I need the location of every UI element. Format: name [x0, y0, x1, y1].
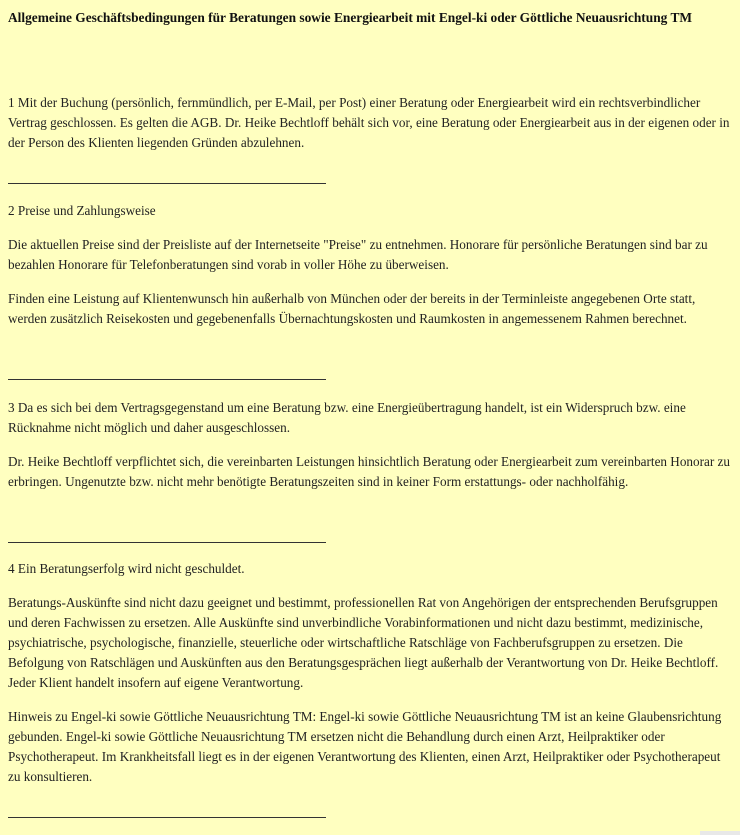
section-2-paragraph-2: Finden eine Leistung auf Klientenwunsch hin außerhalb von München oder der bereits in der Terminleiste angegebenen Orte statt, werden zusätzlich Reisekosten und gegebenenfalls Übernachtungskosten und Raumkosten in angemessenem Rahmen berechnet.: [8, 291, 696, 326]
section-1-paragraph: 1 Mit der Buchung (persönlich, fernmündlich, per E-Mail, per Post) einer Beratung oder Energiearbeit wird ein rechtsverbindlicher Vertrag geschlossen. Es gelten die AGB. Dr. Heike Bechtloff behält sich vor, eine Beratung oder Energiearbeit aus in der eigenen oder in der Person des Klienten liegenden Gründen abzulehnen.: [8, 95, 730, 150]
page-title: Allgemeine Geschäftsbedingungen für Beratungen sowie Energiearbeit mit Engel-ki oder Göttliche Neuausrichtung TM: [8, 10, 693, 25]
section-divider: [8, 542, 326, 543]
section-divider: [8, 817, 326, 818]
section-2-paragraph-1: Die aktuellen Preise sind der Preisliste auf der Internetseite "Preise" zu entnehmen. Honorare für persönliche Beratungen sind bar zu bezahlen Honorare für Telefonberatungen sind vorab in voller Höhe zu überweisen.: [8, 237, 708, 272]
section-2-heading: 2 Preise und Zahlungsweise: [8, 203, 156, 218]
section-3-paragraph-1: 3 Da es sich bei dem Vertragsgegenstand um eine Beratung bzw. eine Energieübertragung handelt, ist ein Widerspruch bzw. eine Rücknahme nicht möglich und daher ausgeschlossen.: [8, 400, 686, 435]
section-4-paragraph-1: Beratungs-Auskünfte sind nicht dazu geeignet und bestimmt, professionellen Rat von Angehörigen der entsprechenden Berufsgruppen und deren Fachwissen zu ersetzen. Alle Auskünfte sind unverbindliche Vorabinformationen und nicht dazu bestimmt, medizinische, psychiatrische, psychologische, finanzielle, steuerliche oder wirtschaftliche Ratschläge von Fachberufsgruppen zu ersetzen. Die Befolgung von Ratschlägen und Auskünften aus den Beratungsgesprächen liegt außerhalb der Verantwortung von Dr. Heike Bechtloff. Jeder Klient handelt insofern auf eigene Verantwortung.: [8, 595, 719, 690]
section-4-heading: 4 Ein Beratungserfolg wird nicht geschuldet.: [8, 561, 245, 576]
section-divider: [8, 379, 326, 380]
section-4-paragraph-2: Hinweis zu Engel-ki sowie Göttliche Neuausrichtung TM: Engel-ki sowie Göttliche Neuausrichtung TM ist an keine Glaubensrichtung gebunden. Engel-ki sowie Göttliche Neuausrichtung TM ersetzen nicht die Behandlung durch einen Arzt, Heilpraktiker oder Psychotherapeut. Im Krankheitsfall liegt es in der eigenen Verantwortung des Klienten, einen Arzt, Heilpraktiker oder Psychotherapeut zu konsultieren.: [8, 709, 722, 784]
section-divider: [8, 183, 326, 184]
scrollbar-edge: [700, 831, 740, 835]
section-3-paragraph-2: Dr. Heike Bechtloff verpflichtet sich, die vereinbarten Leistungen hinsichtlich Beratung oder Energiearbeit zum vereinbarten Honorar zu erbringen. Ungenutzte bzw. nicht mehr benötigte Beratungszeiten sind in keiner Form erstattungs- oder nachholfähig.: [8, 454, 730, 489]
